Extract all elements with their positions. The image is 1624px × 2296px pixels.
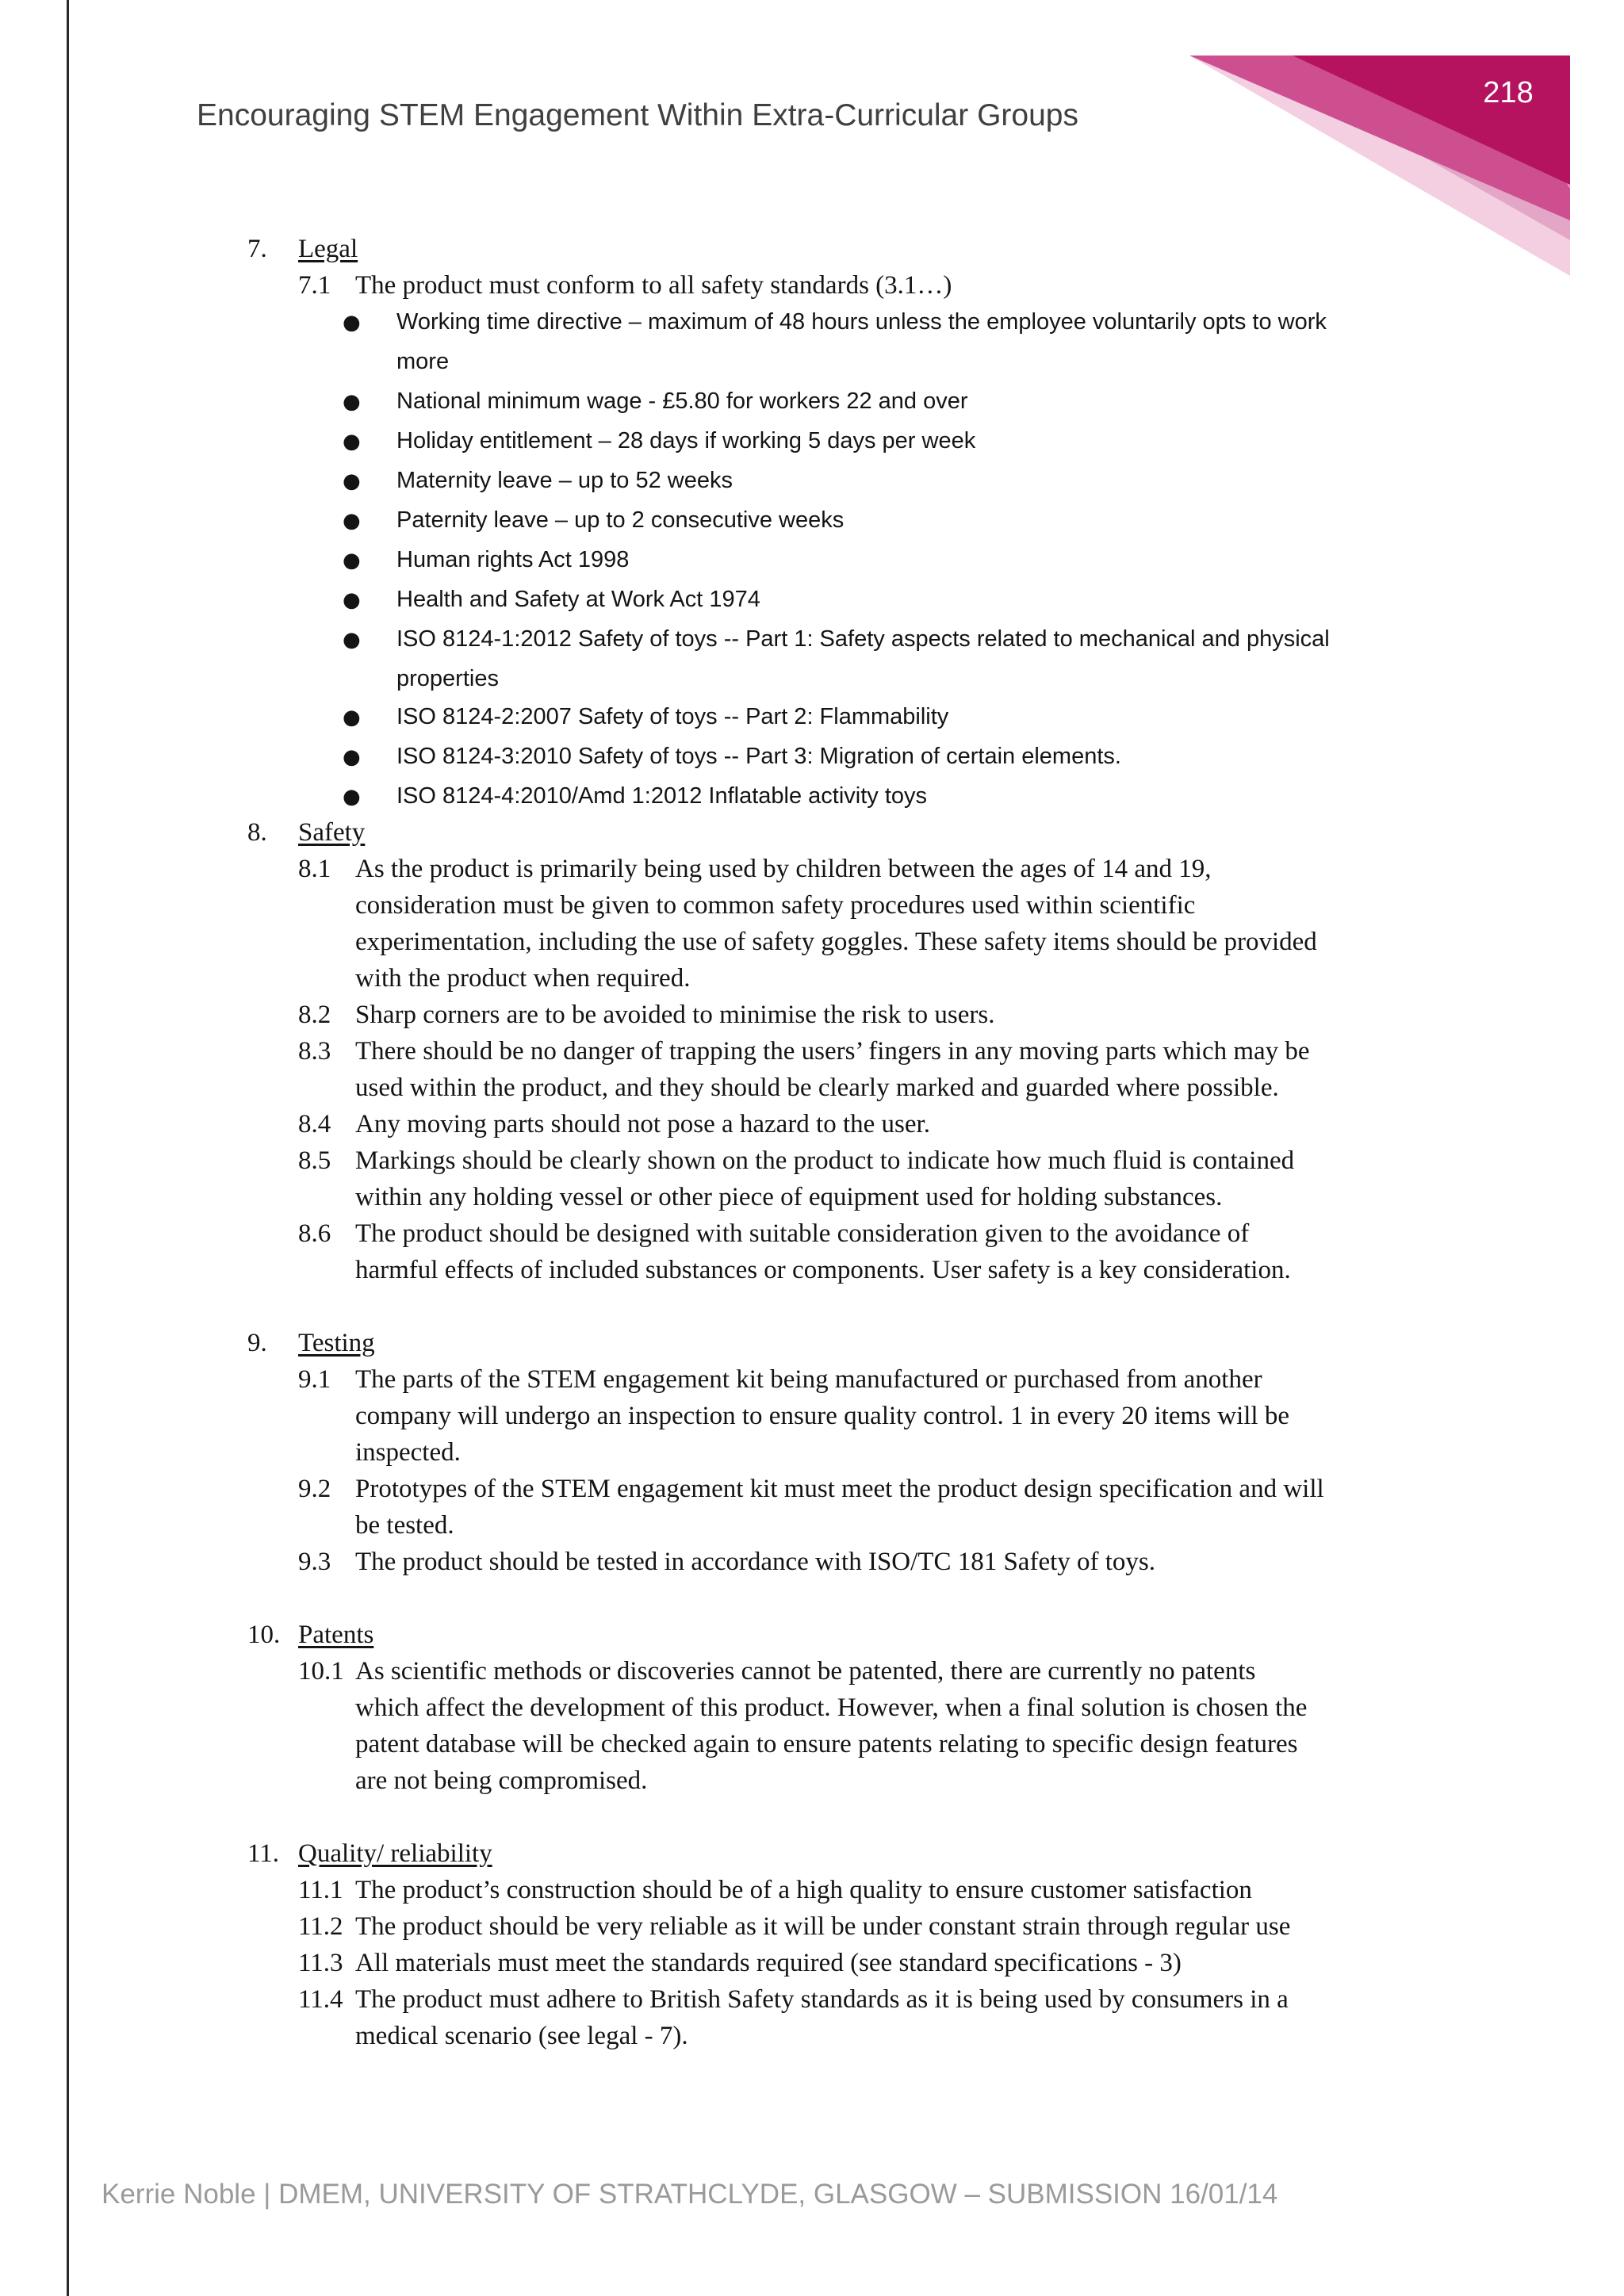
item-number: 9.1 [298,1365,331,1394]
section-number: 10. [247,1621,281,1649]
bullet-icon: ● [343,311,361,335]
bullet-text: Maternity leave – up to 52 weeks [396,468,733,493]
section-heading-legal: Legal [298,235,358,263]
section-number: 8. [247,818,267,847]
item-text: harmful effects of included substances or components. User safety is a key consideration. [355,1256,1291,1284]
bullet-text: ISO 8124-2:2007 Safety of toys -- Part 2: Flammability [396,704,949,729]
item-text: The product should be tested in accordance with ISO/TC 181 Safety of toys. [355,1548,1156,1576]
item-number: 8.2 [298,1001,331,1029]
item-text: experimentation, including the use of safety goggles. These safety items should be provided [355,928,1317,956]
bullet-text: Paternity leave – up to 2 consecutive weeks [396,507,845,533]
item-number: 10.1 [298,1657,344,1686]
section-number: 7. [247,235,267,263]
item-number: 11.3 [298,1949,343,1977]
bullet-text: Working time directive – maximum of 48 hours unless the employee voluntarily opts to work [396,309,1327,335]
section-number: 9. [247,1329,267,1357]
bullet-icon: ● [343,706,361,729]
item-number: 9.2 [298,1475,331,1503]
item-number: 8.3 [298,1037,331,1066]
item-number: 11.4 [298,1985,343,2014]
item-text: with the product when required. [355,964,691,993]
item-text: There should be no danger of trapping the users’ fingers in any moving parts which may be [355,1037,1310,1066]
bullet-text-continued: properties [396,666,499,691]
section-heading-quality-reliability: Quality/ reliability [298,1839,492,1868]
item-text: which affect the development of this product. However, when a final solution is chosen the [355,1693,1308,1722]
bullet-text-continued: more [396,349,450,374]
item-text: company will undergo an inspection to ensure quality control. 1 in every 20 items will be [355,1402,1289,1430]
section-number: 11. [247,1839,280,1868]
item-text: used within the product, and they should be clearly marked and guarded where possible. [355,1073,1279,1102]
bullet-icon: ● [343,628,361,652]
page-footer: Kerrie Noble | DMEM, UNIVERSITY OF STRATHCLYDE, GLASGOW – SUBMISSION 16/01/14 [102,2179,1278,2210]
item-text: be tested. [355,1511,454,1540]
item-number: 9.3 [298,1548,331,1576]
item-text: are not being compromised. [355,1766,648,1795]
item-text: The product must conform to all safety standards (3.1…) [355,271,952,300]
item-text: patent database will be checked again to ensure patents relating to specific design features [355,1730,1298,1758]
item-number: 8.6 [298,1219,331,1248]
bullet-icon: ● [343,509,361,533]
item-text: Any moving parts should not pose a hazard to the user. [355,1110,930,1138]
bullet-text: ISO 8124-3:2010 Safety of toys -- Part 3: Migration of certain elements. [396,744,1121,769]
item-text: consideration must be given to common safety procedures used within scientific [355,891,1196,920]
item-text: The parts of the STEM engagement kit being manufactured or purchased from another [355,1365,1262,1394]
item-number: 8.1 [298,855,331,883]
bullet-text: ISO 8124-4:2010/Amd 1:2012 Inflatable activity toys [396,783,928,809]
left-margin-rule [67,0,69,2296]
bullet-text: Holiday entitlement – 28 days if working 5 days per week [396,428,976,453]
item-text: As the product is primarily being used by children between the ages of 14 and 19, [355,855,1212,883]
bullet-text: Human rights Act 1998 [396,547,630,572]
bullet-icon: ● [343,745,361,769]
bullet-icon: ● [343,549,361,572]
item-text: All materials must meet the standards required (see standard specifications - 3) [355,1949,1182,1977]
item-number: 11.1 [298,1876,343,1904]
bullet-text: ISO 8124-1:2012 Safety of toys -- Part 1: Safety aspects related to mechanical and physical [396,626,1330,652]
item-text: within any holding vessel or other piece of equipment used for holding substances. [355,1183,1223,1211]
section-heading-safety: Safety [298,818,366,847]
bullet-icon: ● [343,469,361,493]
bullet-icon: ● [343,588,361,612]
item-number: 7.1 [298,271,331,300]
item-text: As scientific methods or discoveries cannot be patented, there are currently no patents [355,1657,1256,1686]
item-text: inspected. [355,1438,461,1467]
item-text: The product must adhere to British Safety standards as it is being used by consumers in a [355,1985,1289,2014]
item-text: Prototypes of the STEM engagement kit must meet the product design specification and will [355,1475,1324,1503]
item-text: Markings should be clearly shown on the product to indicate how much fluid is contained [355,1146,1295,1175]
bullet-icon: ● [343,390,361,414]
item-number: 11.2 [298,1912,343,1941]
section-heading-testing: Testing [298,1329,375,1357]
section-heading-patents: Patents [298,1621,374,1649]
item-text: The product’s construction should be of a high quality to ensure customer satisfaction [355,1876,1252,1904]
item-text: The product should be designed with suitable consideration given to the avoidance of [355,1219,1250,1248]
bullet-icon: ● [343,785,361,809]
item-number: 8.4 [298,1110,331,1138]
item-text: Sharp corners are to be avoided to minimise the risk to users. [355,1001,995,1029]
item-text: The product should be very reliable as it will be under constant strain through regular use [355,1912,1291,1941]
item-number: 8.5 [298,1146,331,1175]
item-text: medical scenario (see legal - 7). [355,2022,688,2050]
bullet-text: National minimum wage - £5.80 for workers 22 and over [396,388,968,414]
running-title: Encouraging STEM Engagement Within Extra-Curricular Groups [197,98,1078,132]
page-number: 218 [1483,76,1534,109]
bullet-text: Health and Safety at Work Act 1974 [396,587,760,612]
bullet-icon: ● [343,430,361,453]
